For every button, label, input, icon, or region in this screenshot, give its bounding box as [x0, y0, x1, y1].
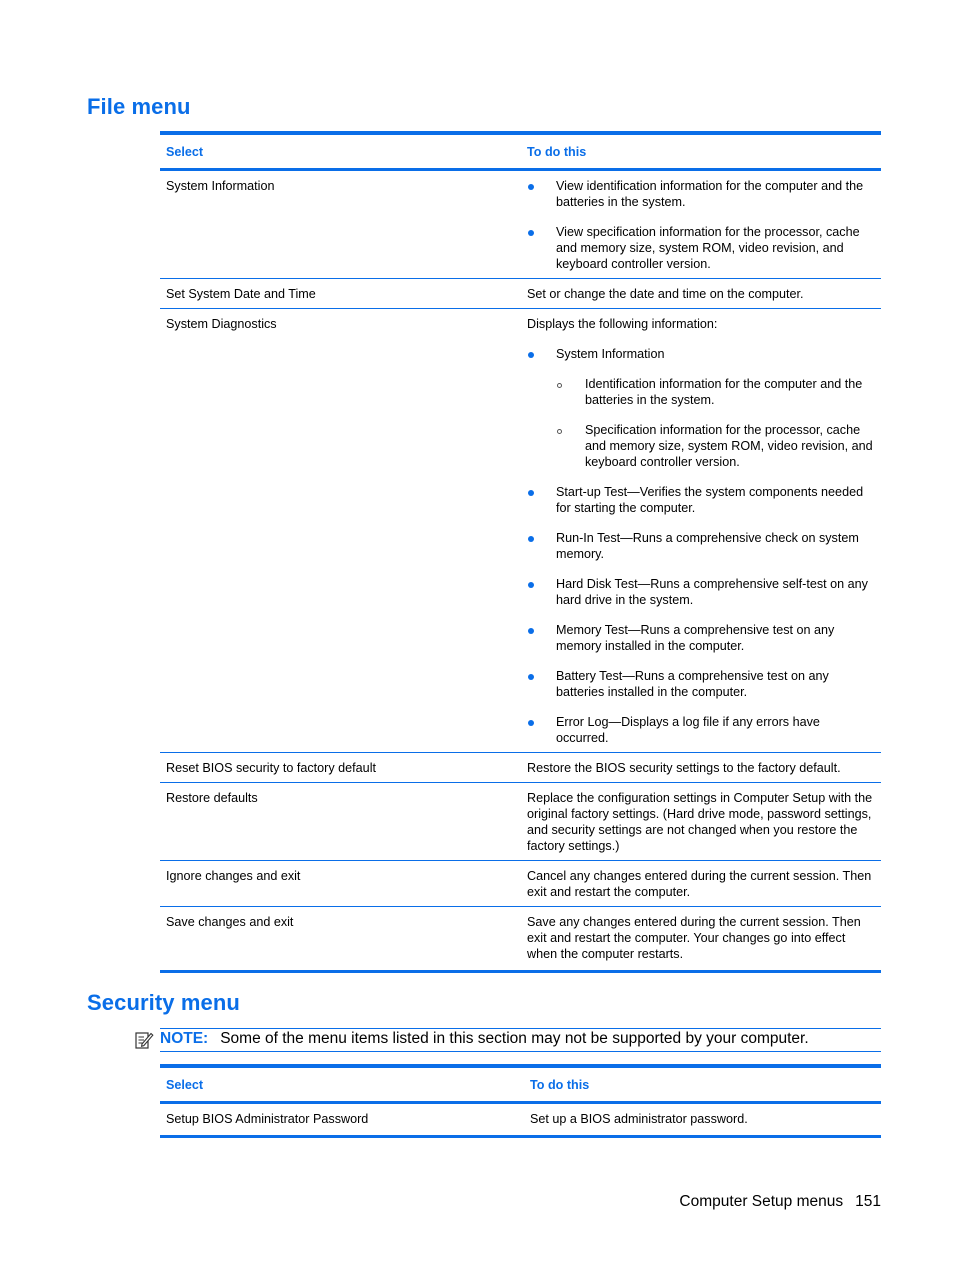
bullet-dot-icon: [528, 674, 534, 680]
table-row: [160, 907, 881, 972]
row-todo-diagnostics: [521, 309, 881, 753]
list-item: System Information Identification information for the computer and the batteries in the system. Specification information for the processor, cache and memory size, system ROM, video revision, and keyboard controller version.: [527, 346, 875, 470]
bullet-dot-icon: [528, 582, 534, 588]
note-pencil-icon: [134, 1030, 154, 1050]
row-todo-admin-password: Set up a BIOS administrator password.: [530, 1112, 748, 1126]
row-select-date-time: Set System Date and Time: [166, 287, 316, 301]
table-row: [160, 783, 881, 861]
note-bottom-rule: [160, 1051, 881, 1052]
ring-bullet-icon: [557, 429, 562, 434]
security-menu-table: [160, 1064, 881, 1138]
table-header-row: [160, 1066, 881, 1103]
row-select-ignore-changes: Ignore changes and exit: [166, 869, 301, 883]
list-item: View specification information for the processor, cache and memory size, system ROM, video revision, and keyboard controller version.: [527, 224, 875, 272]
column-header-select: Select: [166, 145, 204, 159]
table-row: [160, 1103, 881, 1137]
bullet-dot-icon: [528, 628, 534, 634]
note-message: Some of the menu items listed in this section may not be supported by your computer.: [220, 1030, 809, 1047]
list-item: Error Log—Displays a log file if any errors have occurred.: [527, 714, 875, 746]
row-todo-save-changes: Save any changes entered during the current session. Then exit and restart the computer. Your changes go into effect when the computer restarts.: [527, 915, 861, 961]
bullet-dot-icon: [528, 536, 534, 542]
page-footer: [679, 1193, 881, 1211]
note-text: [160, 1029, 809, 1049]
column-header-todo: To do this: [527, 145, 587, 159]
list-item: Hard Disk Test—Runs a comprehensive self-test on any hard drive in the system.: [527, 576, 875, 608]
row-todo-reset-bios: Restore the BIOS security settings to the factory default.: [527, 761, 841, 775]
row-select-reset-bios: Reset BIOS security to factory default: [166, 761, 376, 775]
bullet-dot-icon: [528, 720, 534, 726]
bullet-dot-icon: [528, 352, 534, 358]
row-select-diagnostics: System Diagnostics: [166, 317, 277, 331]
row-todo-restore-defaults: Replace the configuration settings in Computer Setup with the original factory settings. (Hard drive mode, password settings, and security settings are not changed when you restore the factory settings.): [527, 791, 873, 853]
table-row: [160, 861, 881, 907]
note-callout: [134, 1028, 881, 1051]
bullet-dot-icon: [528, 230, 534, 236]
table-header-row: [160, 133, 881, 170]
row-todo-system-information: [521, 170, 881, 279]
file-menu-title: File menu: [87, 94, 191, 119]
list-item: Run-In Test—Runs a comprehensive check on system memory.: [527, 530, 875, 562]
sub-list-item: Identification information for the computer and the batteries in the system.: [556, 376, 875, 408]
sub-list-item: Specification information for the processor, cache and memory size, system ROM, video revision, and keyboard controller version.: [556, 422, 875, 470]
bullet-dot-icon: [528, 184, 534, 190]
security-menu-title: Security menu: [87, 990, 240, 1015]
row-select-restore-defaults: Restore defaults: [166, 791, 258, 805]
row-todo-ignore-changes: Cancel any changes entered during the current session. Then exit and restart the computer.: [527, 869, 872, 899]
note-label: NOTE:: [160, 1030, 209, 1047]
list-item: View identification information for the computer and the batteries in the system.: [527, 178, 875, 210]
ring-bullet-icon: [557, 383, 562, 388]
column-header-select: Select: [166, 1078, 204, 1092]
file-menu-table: [160, 131, 881, 973]
footer-section-title: Computer Setup menus: [679, 1193, 844, 1210]
list-item: Battery Test—Runs a comprehensive test on any batteries installed in the computer.: [527, 668, 875, 700]
table-row: [160, 170, 881, 279]
row-select-save-changes: Save changes and exit: [166, 915, 294, 929]
table-row: [160, 753, 881, 783]
list-item: Start-up Test—Verifies the system components needed for starting the computer.: [527, 484, 875, 516]
row-select-admin-password: Setup BIOS Administrator Password: [166, 1112, 369, 1126]
page-number: 151: [855, 1193, 881, 1210]
list-item: Memory Test—Runs a comprehensive test on any memory installed in the computer.: [527, 622, 875, 654]
row-todo-date-time: Set or change the date and time on the computer.: [527, 287, 804, 301]
bullet-dot-icon: [528, 490, 534, 496]
row-select-system-information: System Information: [166, 179, 275, 193]
table-row: [160, 279, 881, 309]
diagnostics-intro: Displays the following information:: [527, 317, 718, 331]
table-row: [160, 309, 881, 753]
column-header-todo: To do this: [530, 1078, 590, 1092]
